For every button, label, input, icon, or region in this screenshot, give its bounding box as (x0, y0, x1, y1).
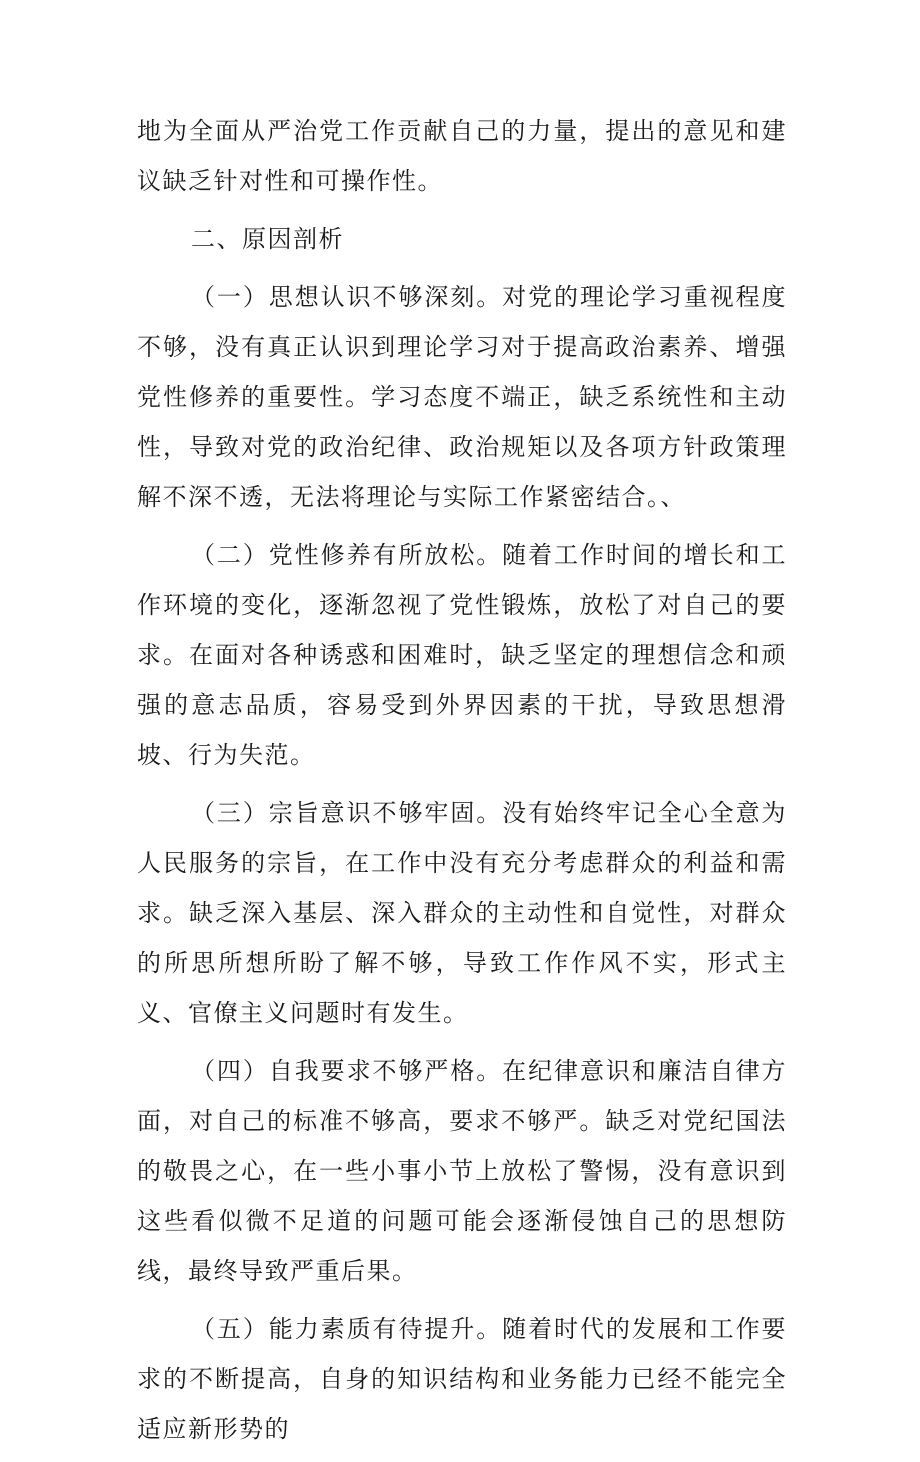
paragraph-cause-2: （二）党性修养有所放松。随着工作时间的增长和工作环境的变化，逐渐忽视了党性锻炼，放松了对自己的要求。在面对各种诱惑和困难时，缺乏坚定的理想信念和顽强的意志品质，容易受到外界因素的干扰，导致思想滑坡、行为失范。 (137, 541, 787, 769)
paragraph-continuation: 地为全面从严治党工作贡献自己的力量，提出的意见和建议缺乏针对性和可操作性。 (137, 117, 787, 195)
paragraph-cause-1: （一）思想认识不够深刻。对党的理论学习重视程度不够，没有真正认识到理论学习对于提高政治素养、增强党性修养的重要性。学习态度不端正，缺乏系统性和主动性，导致对党的政治纪律、政治规矩以及各项方针政策理解不深不透，无法将理论与实际工作紧密结合。、 (137, 283, 787, 511)
document-body (137, 106, 787, 1462)
paragraph-cause-3: （三）宗旨意识不够牢固。没有始终牢记全心全意为人民服务的宗旨，在工作中没有充分考虑群众的利益和需求。缺乏深入基层、深入群众的主动性和自觉性，对群众的所思所想所盼了解不够，导致工作作风不实，形式主义、官僚主义问题时有发生。 (137, 799, 787, 1027)
paragraph-cause-5: （五）能力素质有待提升。随着时代的发展和工作要求的不断提高，自身的知识结构和业务能力已经不能完全适应新形势的 (137, 1315, 787, 1443)
paragraph-cause-4: （四）自我要求不够严格。在纪律意识和廉洁自律方面，对自己的标准不够高，要求不够严。缺乏对党纪国法的敬畏之心，在一些小事小节上放松了警惕，没有意识到这些看似微不足道的问题可能会逐渐侵蚀自己的思想防线，最终导致严重后果。 (137, 1057, 787, 1285)
section-heading-cause-analysis: 二、原因剖析 (191, 225, 344, 253)
